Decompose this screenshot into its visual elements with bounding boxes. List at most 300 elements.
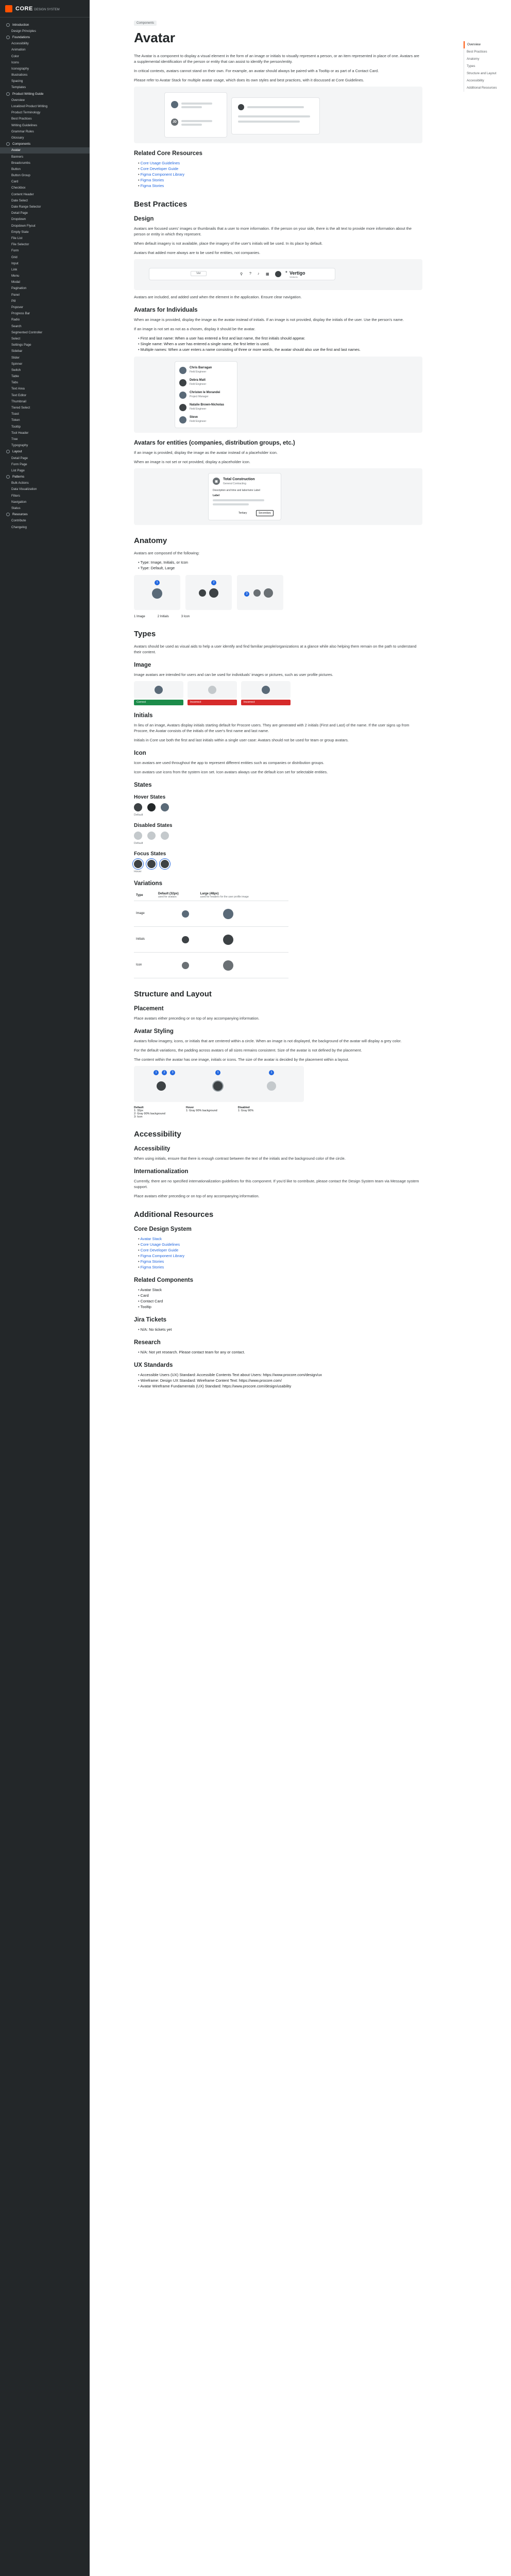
intro-link-paragraph[interactable]: Please refer to Avatar Stack for multiple avatar usage, which does its own styles and best practices, with it discussed at Core Guidelines. — [134, 78, 364, 82]
avatar-focus[interactable] — [161, 860, 169, 868]
related-link[interactable]: • Core Usage Guidelines — [138, 160, 422, 166]
sidebar-item[interactable]: Spacing — [11, 79, 23, 83]
entities-title: Avatars for entities (companies, distribution groups, etc.) — [134, 440, 295, 446]
hover-title: Hover States — [134, 794, 166, 800]
sidebar-item[interactable]: Pill — [11, 299, 16, 303]
legend-title: Default — [134, 1106, 144, 1109]
search-icon: ⚲ — [240, 273, 243, 276]
anatomy-intro: Avatars are composed of the following: — [134, 551, 200, 555]
sidebar-item[interactable]: Button Group — [11, 174, 30, 178]
initials-para: In lieu of an image, Avatars display initials starting default for Procore users. They are generated with 2 initials (First and Last) of the name. If the user signs up from Procore, the Avatar consists of the initials of the user's first name and last name. — [134, 722, 410, 733]
list-item — [179, 415, 233, 426]
legend-line: 2: Gray 90% background — [134, 1112, 165, 1115]
accessibility-para: When using initials, ensure that there is enough contrast between the text of the initials and the background color of the circle. — [134, 1156, 346, 1161]
person-name: Chris Barragan — [190, 366, 212, 369]
sidebar-item[interactable]: Tiered Select — [11, 406, 30, 410]
table-row — [134, 901, 288, 926]
header-illustration — [134, 259, 422, 290]
intl-para: Currently, there are no specified internationalization guidelines for this component. If you'd like to contribute, please contact the Design System team via Message system support. — [134, 1178, 419, 1189]
sidebar-item[interactable]: Content Header — [11, 192, 34, 196]
state-label: Default — [134, 841, 143, 845]
initials-title: Initials — [134, 712, 153, 719]
variations-table — [134, 890, 288, 978]
research-item: • N/A: Not yet research. Please contact team for any or contact. — [138, 1349, 422, 1355]
related-link[interactable]: • Figma Stories — [138, 183, 422, 189]
sidebar-item[interactable]: Text Area — [11, 387, 25, 391]
sidebar-item[interactable]: Foundations — [0, 34, 90, 40]
sidebar-item[interactable]: Color — [11, 54, 19, 58]
placeholder-bar — [213, 503, 249, 505]
initials-para: Initials in Core use both the first and last initials within a single user case: Avatars should not be used for team or group avatars. — [134, 737, 349, 742]
focus-states — [134, 860, 422, 868]
contact-card — [209, 473, 281, 520]
toc-item[interactable]: Structure and Layout — [464, 70, 510, 77]
notification-icon: ♪ — [258, 272, 260, 276]
legend-title: Hover — [185, 1106, 194, 1109]
focus-title: Focus States — [134, 851, 166, 857]
avatar — [179, 404, 186, 411]
building-icon: ▣ — [213, 478, 220, 485]
person-name: Natalie Brown-Nicholas — [190, 403, 225, 406]
sidebar-item[interactable]: Icons — [11, 60, 19, 64]
disabled-title: Disabled States — [134, 822, 173, 828]
procore-logo-icon — [5, 5, 12, 12]
column-header-sub: used for headers for the user profile image — [200, 895, 249, 899]
avatar-stretched — [208, 686, 216, 694]
sidebar-item[interactable]: Link — [11, 267, 18, 272]
component-item: • Avatar Stack — [138, 1287, 422, 1293]
avatar-hover — [213, 1081, 223, 1091]
types-intro: Avatars should be used as visual aids to help a user identify and find familiar people/organizations at a glance while also helping them remain on the path to understand their content. — [134, 644, 417, 654]
individuals-para: If an image is not set as not as a chosen, display it should be the avatar. — [134, 327, 256, 331]
sidebar-item[interactable]: Text Editor — [11, 393, 27, 397]
sidebar-item[interactable]: Patterns — [0, 474, 90, 480]
bullet: • Single name: When a user has entered a single name, the first letter is used. — [138, 341, 422, 347]
callout-1: 1 — [215, 1070, 220, 1075]
sidebar-item[interactable]: Illustrations — [11, 73, 28, 77]
states-title: States — [134, 782, 152, 788]
design-para: Avatars that added more always are to be used for entities, not companies. — [134, 250, 261, 255]
sidebar-item[interactable]: Detail Page — [11, 456, 28, 460]
ux-list — [134, 1372, 422, 1389]
sidebar-item[interactable]: Button — [11, 167, 21, 171]
sidebar-item[interactable]: Tool Header — [11, 431, 29, 435]
page-title: Avatar — [134, 30, 175, 45]
structure-title: Structure and Layout — [134, 989, 212, 998]
research-list — [134, 1349, 422, 1355]
sidebar-item[interactable]: Status — [11, 506, 21, 511]
sidebar-item[interactable]: Navigation — [11, 500, 27, 504]
table-header-row — [134, 890, 288, 901]
sidebar-item[interactable]: Grid — [11, 255, 18, 259]
avatar-focus[interactable] — [134, 860, 142, 868]
sidebar-item[interactable]: Data Visualization — [11, 487, 37, 492]
design-para: When default imagery is not available, place the imagery of the user's initials will be used. In its place by default. — [134, 241, 323, 246]
sidebar-item[interactable]: Resources — [0, 512, 90, 518]
cell — [156, 926, 198, 952]
cds-links — [134, 1236, 422, 1270]
user-avatar[interactable] — [275, 271, 281, 277]
sidebar-item[interactable]: Components — [0, 141, 90, 147]
sidebar-item[interactable]: Popover — [11, 306, 24, 310]
sidebar-item[interactable]: Empty State — [11, 230, 29, 234]
callout-3: 3 — [170, 1070, 175, 1075]
intro-paragraph-1: The Avatar is a component to display a visual element in the form of an image or initials to visually represent a person, or an item represented in place of one. Avatars are a supplemental identification of the person or entity that can assist to identify the person/entity. — [134, 54, 419, 64]
anatomy-legend — [134, 615, 422, 618]
sidebar-item[interactable]: Select — [11, 336, 21, 341]
example-incorrect — [241, 681, 291, 705]
design-para: Avatars are focused users' images or thumbnails that a user to more information. If the person on your side, there is the alt text to provide more information about the person or entity in which they represent. — [134, 226, 412, 236]
column-header: Type — [134, 890, 156, 901]
related-link[interactable]: • Core Developer Guide — [138, 166, 422, 172]
component-item: • Card — [138, 1293, 422, 1298]
placeholder-bar — [181, 103, 212, 105]
sidebar-item[interactable]: Table — [11, 375, 19, 379]
sidebar-item[interactable]: Localized Product Writing — [11, 105, 48, 109]
sidebar-item[interactable]: Bulk Actions — [11, 481, 29, 485]
sidebar-item[interactable]: Spinner — [11, 362, 23, 366]
sidebar-item[interactable]: Templates — [11, 86, 26, 90]
sidebar-item[interactable]: Banners — [11, 155, 24, 159]
sidebar-item[interactable]: Sidebar — [11, 349, 23, 353]
sidebar-item[interactable]: Progress Bar — [11, 312, 30, 316]
callout-1: 1 — [155, 580, 160, 585]
related-components-title: Related Components — [134, 1277, 194, 1283]
avatar-initials — [182, 936, 189, 943]
illustration-card-left — [165, 93, 227, 137]
brand[interactable] — [0, 0, 90, 18]
sidebar-item[interactable]: File Selector — [11, 243, 29, 247]
help-icon: ? — [249, 272, 251, 276]
legend-line: 1: Gray 90% background — [185, 1109, 217, 1112]
toc-item[interactable]: Accessibility — [464, 77, 510, 84]
anatomy-image — [134, 575, 180, 610]
anatomy-title: Anatomy — [134, 536, 167, 545]
column-header-label: Large (48px) — [200, 892, 219, 895]
people-list-card — [175, 362, 237, 428]
sidebar-item[interactable]: Pagination — [11, 286, 27, 291]
avatar — [179, 379, 186, 386]
types-title: Types — [134, 630, 156, 638]
avatar-initials — [199, 589, 206, 597]
avatar-default — [157, 1081, 166, 1091]
secondary-button[interactable]: Secondary — [256, 510, 274, 516]
styling-para: The content within the avatar has one image, initials or icons. The size of the avatar is decided by the placement within a layout. — [134, 1057, 349, 1062]
company-logo-sub: Ventures — [289, 276, 298, 278]
jira-title: Jira Tickets — [134, 1316, 167, 1323]
table-row — [134, 952, 288, 978]
avatar-cropped — [262, 686, 270, 694]
legend-item: 3 Icon — [181, 615, 190, 618]
sidebar-item[interactable]: Panel — [11, 293, 20, 297]
legend-line: 3: Icon — [134, 1115, 143, 1118]
brand-sub: DESIGN SYSTEM — [34, 8, 60, 11]
styling-para: Avatars follow imagery, icons, or initials that are centered within a circle. When an image is not displayed, the background of the avatar will display a grey color. — [134, 1038, 402, 1043]
anatomy-icon — [237, 575, 283, 610]
person-role: Field Engineer — [190, 383, 207, 386]
sidebar-item[interactable]: Date Select — [11, 198, 28, 202]
sidebar — [0, 0, 90, 2576]
incorrect-badge: Incorrect — [241, 700, 291, 705]
related-link[interactable]: • Figma Stories — [138, 177, 422, 183]
sidebar-item[interactable]: Product Terminology — [11, 111, 41, 115]
sidebar-item[interactable]: Modal — [11, 280, 20, 284]
placement-title: Placement — [134, 1005, 164, 1012]
avatar-icon — [253, 589, 261, 597]
sidebar-item[interactable]: Tree — [11, 437, 18, 441]
avatar-photo — [182, 910, 189, 918]
placeholder-bar — [181, 120, 212, 122]
disabled-states — [134, 832, 422, 840]
sidebar-item[interactable]: Checkbox — [11, 186, 26, 190]
column-header-label: Default (32px) — [158, 892, 179, 895]
sidebar-item[interactable]: Avatar — [0, 147, 90, 154]
sidebar-item[interactable]: Input — [11, 261, 19, 265]
intl-title: Internationalization — [134, 1168, 189, 1175]
cds-link[interactable]: • Figma Component Library — [138, 1253, 422, 1259]
avatar — [179, 367, 186, 374]
cell — [198, 926, 288, 952]
sidebar-item[interactable]: Token — [11, 418, 20, 422]
table-of-contents — [464, 41, 510, 92]
icon-title: Icon — [134, 750, 146, 756]
list-item — [179, 366, 233, 376]
example-incorrect — [188, 681, 237, 705]
avatar-initials-large — [209, 588, 218, 598]
related-components-list — [134, 1287, 422, 1310]
related-link[interactable]: • Figma Component Library — [138, 172, 422, 177]
styling-title: Avatar Styling — [134, 1028, 174, 1035]
brand-text-group — [15, 6, 60, 12]
sidebar-item[interactable]: Toast — [11, 412, 19, 416]
anatomy-illustration — [134, 575, 422, 615]
sidebar-item[interactable]: Introduction — [0, 22, 90, 28]
main-content — [134, 0, 422, 1393]
toc-item[interactable]: Overview — [464, 41, 510, 48]
breadcrumb[interactable]: Components — [134, 21, 157, 26]
ux-item[interactable]: • Accessible Users (UX) Standard: Accessible Contents Text about Users: https://www.procore.com/design/ux — [138, 1372, 422, 1378]
avatar-icon-large — [264, 588, 273, 598]
sidebar-item[interactable]: Overview — [11, 98, 25, 102]
sidebar-item[interactable]: Dropdown Flyout — [11, 224, 36, 228]
avatar — [179, 416, 186, 423]
avatar-icon-large — [223, 960, 233, 971]
sidebar-item[interactable]: Tabs — [11, 381, 19, 385]
variations-title: Variations — [134, 880, 162, 887]
sidebar-item[interactable]: Thumbnail — [11, 399, 26, 403]
app-header-demo — [149, 268, 335, 280]
toc-item[interactable]: Additional Resources — [464, 84, 510, 92]
hover-states — [134, 803, 422, 811]
incorrect-badge: Incorrect — [188, 700, 237, 705]
legend-column — [134, 1106, 165, 1118]
styling-para: For the default variations, the padding across avatars of all sizes remains consistent. Size of the avatar is not defined by the placement. — [134, 1047, 362, 1053]
sidebar-item[interactable]: Iconography — [11, 66, 29, 71]
avatar-photo — [155, 686, 163, 694]
avatar-icon — [182, 962, 189, 969]
person-name: Christen le Morandei — [190, 391, 220, 394]
callout-3: 3 — [244, 591, 249, 597]
component-item: • Contact Card — [138, 1298, 422, 1304]
individuals-bullets — [134, 335, 422, 352]
accessibility-title: Accessibility — [134, 1129, 181, 1139]
sidebar-item[interactable]: Dropdown — [11, 217, 26, 222]
anatomy-initials — [185, 575, 232, 610]
intro-paragraph-2: In critical contexts, avatars cannot stand on their own. For example, an avatar should always be paired with a Tooltip or as part of a Contact Card. — [134, 69, 379, 73]
sidebar-item[interactable]: Search — [11, 324, 22, 328]
avatar-focus[interactable] — [147, 860, 156, 868]
table-row — [134, 926, 288, 952]
contact-desc: Description and time and labor/wire Label — [213, 489, 260, 492]
sidebar-item[interactable]: Tooltip — [11, 425, 21, 429]
image-title: Image — [134, 662, 151, 668]
callout-2: 2 — [211, 580, 216, 585]
ux-item[interactable]: • Wireframe: Design UX Standard: Wireframe Content Text: https://www.procore.com/ — [138, 1378, 422, 1383]
research-title: Research — [134, 1339, 161, 1346]
sidebar-item[interactable]: Layout — [0, 449, 90, 455]
contact-label: Label — [213, 494, 220, 497]
person-role: Field Engineer — [190, 370, 207, 374]
sidebar-item[interactable]: Filters — [11, 494, 20, 498]
sidebar-nav — [0, 18, 90, 530]
sidebar-item[interactable]: Radio — [11, 318, 20, 322]
legend-line: 1: 32px — [134, 1109, 144, 1112]
intro-illustration — [134, 87, 422, 143]
sidebar-item[interactable]: Form Page — [11, 462, 27, 466]
tertiary-button[interactable]: Tertiary — [239, 512, 247, 515]
component-item: • Tooltip — [138, 1304, 422, 1310]
placeholder-bar — [181, 124, 202, 126]
bullet: • First and last name: When a user has entered a first and last name, the first initials should appear. — [138, 335, 422, 341]
design-title: Design — [134, 216, 154, 222]
sidebar-item[interactable]: Accessibility — [11, 42, 29, 46]
cds-link[interactable]: • Core Usage Guidelines — [138, 1242, 422, 1247]
bullet: • Type: Default, Large — [138, 565, 422, 571]
sidebar-item[interactable]: Breadcrumbs — [11, 161, 30, 165]
icon-para: Icon avatars use icons from the system icon set. Icon avatars always use the default icon set for selectable entities. — [134, 769, 328, 774]
styling-legend — [134, 1106, 422, 1118]
sidebar-item[interactable]: Typography — [11, 444, 28, 448]
sidebar-item[interactable]: Product Writing Guide — [0, 91, 90, 97]
toc-item[interactable]: Anatomy — [464, 56, 510, 63]
cell — [198, 952, 288, 978]
legend-column — [238, 1106, 254, 1118]
cds-link[interactable]: • Figma Stories — [138, 1264, 422, 1270]
row-label: Icon — [134, 952, 156, 978]
example-frame — [241, 681, 291, 699]
sidebar-item[interactable]: Detail Page — [11, 211, 28, 215]
placement-para: Place avatars either preceding or on top of any accompanying information. — [134, 1015, 260, 1021]
avatar-initials — [238, 104, 244, 110]
cds-link[interactable]: • Avatar Stack — [138, 1236, 422, 1242]
state-label: Default — [134, 813, 143, 817]
legend-title: Disabled — [237, 1106, 250, 1109]
column-header-sub: used for avatars — [158, 895, 177, 899]
avatar-disabled — [147, 832, 156, 840]
accessibility-sub: Accessibility — [134, 1145, 171, 1152]
legend-column — [186, 1106, 217, 1118]
state-label: Hover — [134, 870, 142, 873]
person-role: Field Engineer — [190, 408, 207, 411]
entities-para: If an image is provided, display the image as the avatar instead of a placeholder icon. — [134, 450, 278, 455]
sidebar-item[interactable]: Slider — [11, 355, 20, 360]
placeholder-bar — [247, 106, 304, 108]
sidebar-item[interactable]: Best Practices — [11, 117, 32, 121]
sidebar-item[interactable]: Changelog — [11, 525, 27, 529]
sidebar-item[interactable]: Card — [11, 180, 19, 184]
callout-1: 1 — [154, 1070, 159, 1075]
row-label: Image — [134, 901, 156, 926]
image-para: Image avatars are intended for users and can be used for individuals' images or pictures, such as user profile pictures. — [134, 672, 333, 677]
list-item — [179, 403, 233, 413]
avatar-hover[interactable] — [147, 803, 156, 811]
example-frame — [188, 681, 237, 699]
avatar-hover-image[interactable] — [161, 803, 169, 811]
sidebar-item[interactable]: Contribute — [11, 519, 26, 523]
cds-title: Core Design System — [134, 1226, 192, 1232]
contact-name: Total Construction — [223, 478, 255, 481]
sidebar-item[interactable]: Date Range Selector — [11, 205, 41, 209]
placeholder-bar — [181, 106, 202, 108]
sidebar-item[interactable]: Glossary — [11, 135, 24, 140]
design-after: Avatars are included, and added used when the element in the application. Ensure clear navigation. — [134, 295, 302, 299]
sidebar-item[interactable]: Form — [11, 249, 19, 253]
sidebar-item[interactable]: Settings Page — [11, 343, 31, 347]
sidebar-item[interactable]: Animation — [11, 48, 26, 52]
jira-list — [134, 1327, 422, 1332]
placeholder-bar — [238, 115, 310, 117]
column-header — [156, 890, 198, 901]
correct-badge: Correct — [134, 700, 183, 705]
toc-item[interactable]: Best Practices — [464, 48, 510, 56]
ux-item[interactable]: • Avatar Wireframe Fundamentals (UX) Standard: https://www.procore.com/design/usability — [138, 1383, 422, 1389]
apps-icon: ▦ — [266, 273, 269, 276]
additional-title: Additional Resources — [134, 1210, 214, 1219]
best-practices-title: Best Practices — [134, 200, 188, 209]
individuals-title: Avatars for Individuals — [134, 307, 198, 313]
cds-link[interactable]: • Figma Stories — [138, 1259, 422, 1264]
contact-card-illustration — [134, 468, 422, 525]
legend-item: 1 Image — [134, 615, 145, 618]
avatar-default[interactable] — [134, 803, 142, 811]
cds-link[interactable]: • Core Developer Guide — [138, 1247, 422, 1253]
illustration-card-right — [232, 98, 319, 134]
sidebar-item[interactable]: Writing Guidelines — [11, 123, 38, 127]
sidebar-item[interactable]: File List — [11, 236, 23, 240]
callout-1: 1 — [269, 1070, 274, 1075]
avatar-disabled — [267, 1081, 276, 1091]
sidebar-item[interactable]: Design Principles — [11, 29, 36, 33]
ux-title: UX Standards — [134, 1362, 173, 1368]
avatar-photo — [152, 588, 162, 599]
person-role: Field Engineer — [190, 420, 207, 423]
sidebar-item[interactable]: Switch — [11, 368, 21, 372]
bullet: • Type: Image, Initials, or Icon — [138, 560, 422, 565]
toc-item[interactable]: Types — [464, 63, 510, 70]
cell — [198, 901, 288, 926]
placeholder-bar — [213, 499, 264, 501]
sidebar-item[interactable]: Grammar Rules — [11, 129, 34, 133]
entities-para: When an image is not set or not provided, display a placeholder icon. — [134, 460, 250, 464]
avatar-disabled — [134, 832, 142, 840]
sidebar-item[interactable]: List Page — [11, 468, 25, 472]
bullet: • Multiple names: When a user enters a name consisting of three or more words, the avatar should also use the first and last names. — [138, 347, 422, 352]
related-resources-title: Related Core Resources — [134, 150, 202, 157]
sidebar-item[interactable]: Menu — [11, 274, 20, 278]
project-select[interactable]: Ver — [191, 271, 207, 276]
sidebar-item[interactable]: Segmented Controller — [11, 330, 43, 334]
individuals-para: When an image is provided, display the image as the avatar instead of initials. If an image is not provided, display the initials of the user. Use the person's name. — [134, 317, 404, 322]
